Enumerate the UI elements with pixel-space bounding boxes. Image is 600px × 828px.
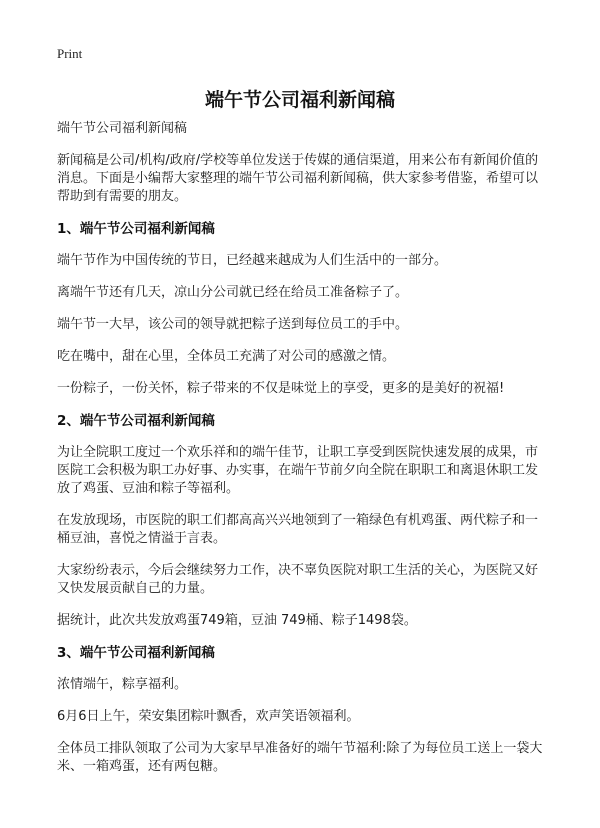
paragraph: 端午节作为中国传统的节日，已经越来越成为人们生活中的一部分。: [57, 253, 448, 268]
paragraph: 离端午节还有几天，凉山分公司就已经在给员工准备粽子了。: [57, 285, 409, 300]
section-heading: 1、端午节公司福利新闻稿: [57, 221, 215, 237]
paragraph: 6月6日上午，荣安集团粽叶飘香，欢声笑语领福利。: [57, 709, 360, 724]
paragraph: 全体员工排队领取了公司为大家早早准备好的端午节福利:除了为每位员工送上一袋大米、一箱鸡蛋，还有两包糖。: [57, 741, 543, 774]
paragraph: 一份粽子，一份关怀，粽子带来的不仅是味觉上的享受，更多的是美好的祝福!: [57, 381, 505, 396]
paragraph: 端午节一大早，该公司的领导就把粽子送到每位员工的手中。: [57, 317, 409, 332]
paragraph: 吃在嘴中，甜在心里，全体员工充满了对公司的感激之情。: [57, 349, 396, 364]
document-title: 端午节公司福利新闻稿: [204, 89, 395, 111]
intro-paragraph: 新闻稿是公司/机构/政府/学校等单位发送于传媒的通信渠道，用来公布有新闻价值的消息。下面是小编帮大家整理的端午节公司福利新闻稿，供大家参考借鉴，希望可以帮助到有需要的朋友。: [57, 153, 539, 204]
paragraph: 大家纷纷表示，今后会继续努力工作，决不辜负医院对职工生活的关心，为医院又好又快发展贡献自己的力量。: [57, 563, 539, 596]
article-body: [57, 120, 545, 790]
paragraph: 据统计，此次共发放鸡蛋749箱，豆油 749桶、粽子1498袋。: [57, 613, 417, 628]
section-heading: 3、端午节公司福利新闻稿: [57, 645, 215, 661]
paragraph: 浓情端午，粽享福利。: [57, 677, 188, 692]
print-link[interactable]: Print: [57, 46, 83, 61]
section-heading: 2、端午节公司福利新闻稿: [57, 413, 215, 429]
paragraph: 在发放现场，市医院的职工们都高高兴兴地领到了一箱绿色有机鸡蛋、两代粽子和一桶豆油，喜悦之情溢于言表。: [57, 513, 539, 546]
paragraph: 为让全院职工度过一个欢乐祥和的端午佳节，让职工享受到医院快速发展的成果，市医院工会积极为职工办好事、办实事，在端午节前夕向全院在职职工和离退休职工发放了鸡蛋、豆油和粽子等福利。: [57, 445, 539, 496]
article-subtitle: 端午节公司福利新闻稿: [57, 121, 188, 136]
